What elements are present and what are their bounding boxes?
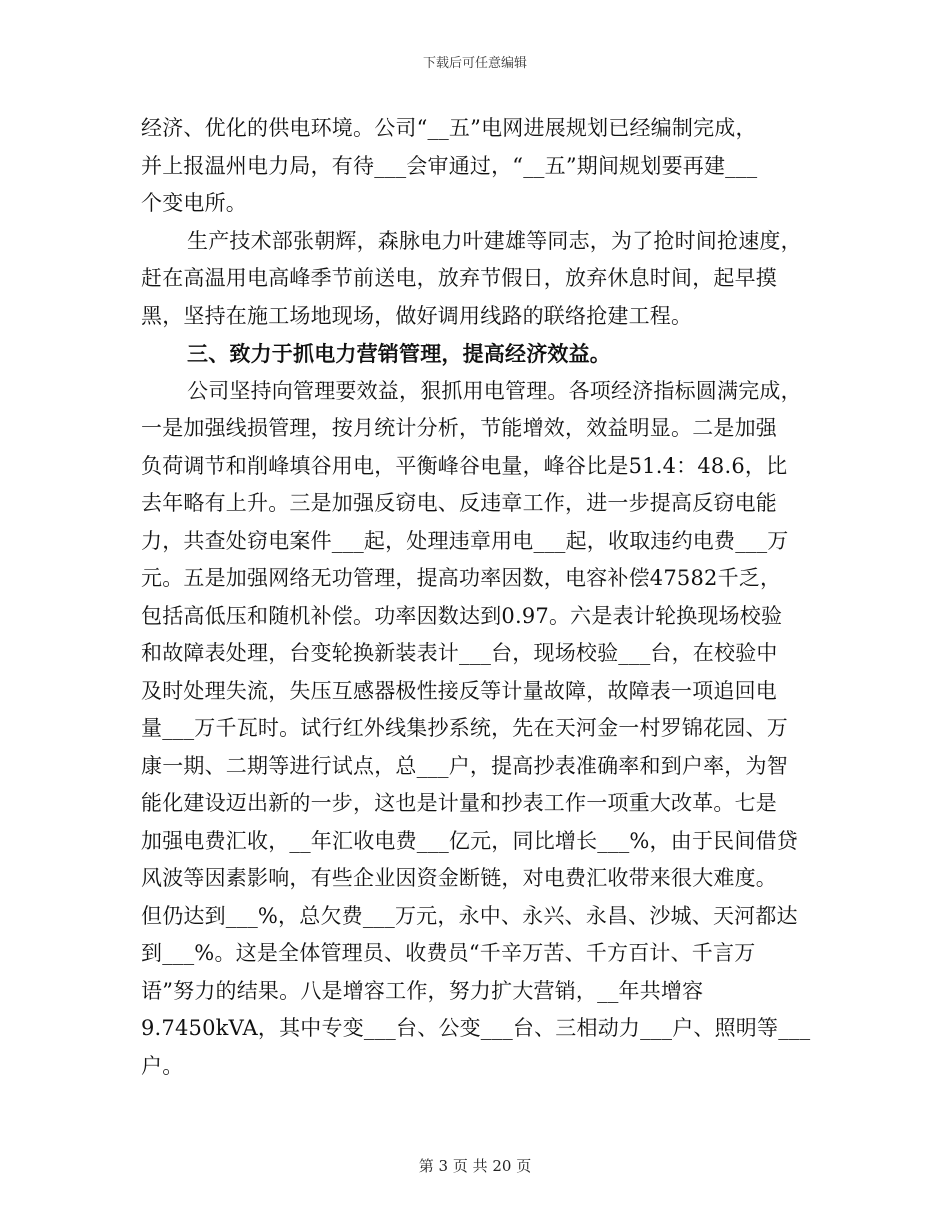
text-line: 到___%。这是全体管理员、收费员“千辛万苦、千方百计、千言万	[141, 941, 756, 965]
text-line: 经济、优化的供电环境。公司“__五”电网进展规划已经编制完成，	[141, 116, 757, 140]
text-line: 和故障表处理，台变轮换新装表计___台，现场校验___台，在校验中	[141, 641, 778, 665]
text-line: 包括高低压和随机补偿。功率因数达到0.97。六是表计轮换现场校验	[141, 603, 783, 628]
text-line: 一是加强线损管理，按月统计分析，节能增效，效益明显。二是加强	[141, 416, 777, 440]
text-line: 生产技术部张朝辉，森脉电力叶建雄等同志，为了抢时间抢速度，	[187, 228, 802, 253]
text-line: 公司坚持向管理要效益，狠抓用电管理。各项经济指标圆满完成，	[187, 378, 802, 403]
text-line: 去年略有上升。三是加强反窃电、反违章工作，进一步提高反窃电能	[141, 491, 777, 515]
text-line: 及时处理失流，失压互感器极性接反等计量故障，故障表一项追回电	[141, 678, 777, 703]
text-line: 9.7450kVA，其中专变___台、公变___台、三相动力___户、照明等___	[141, 1016, 811, 1040]
text-line: 并上报温州电力局，有待___会审通过，“__五”期间规划要再建___	[141, 153, 758, 178]
text-line: 能化建设迈出新的一步，这也是计量和抄表工作一项重大改革。七是	[141, 791, 777, 815]
page-footer: 第 3 页 共 20 页	[418, 1157, 532, 1175]
section-heading: 三、致力于抓电力营销管理，提高经济效益。	[187, 341, 611, 366]
text-line: 但仍达到___%，总欠费___万元，永中、永兴、永昌、沙城、天河都达	[141, 903, 798, 928]
document-body	[141, 110, 821, 1085]
text-line: 赶在高温用电高峰季节前送电，放弃节假日，放弃休息时间，起早摸	[141, 266, 777, 290]
text-line: 量___万千瓦时。试行红外线集抄系统，先在天河金一村罗锦花园、万	[141, 716, 788, 740]
text-line: 元。五是加强网络无功管理，提高功率因数，电容补偿47582千乏，	[141, 566, 782, 590]
page-header: 下载后可任意编辑	[422, 56, 527, 71]
text-line: 风波等因素影响，有些企业因资金断链，对电费汇收带来很大难度。	[141, 866, 777, 890]
text-line: 负荷调节和削峰填谷用电，平衡峰谷电量，峰谷比是51.4：48.6，比	[141, 453, 788, 478]
text-line: 康一期、二期等进行试点，总___户，提高抄表准确率和到户率，为智	[141, 753, 788, 778]
text-line: 语”努力的结果。八是增容工作，努力扩大营销，__年共增容	[141, 978, 704, 1003]
text-line: 个变电所。	[141, 191, 247, 215]
text-line: 黑，坚持在施工场地现场，做好调用线路的联络抢建工程。	[141, 303, 693, 328]
text-line: 力，共查处窃电案件___起，处理违章用电___起，收取违约电费___万	[141, 528, 789, 553]
text-line: 加强电费汇收，__年汇收电费___亿元，同比增长___%，由于民间借贷	[141, 828, 798, 853]
text-line: 户。	[141, 1053, 184, 1078]
